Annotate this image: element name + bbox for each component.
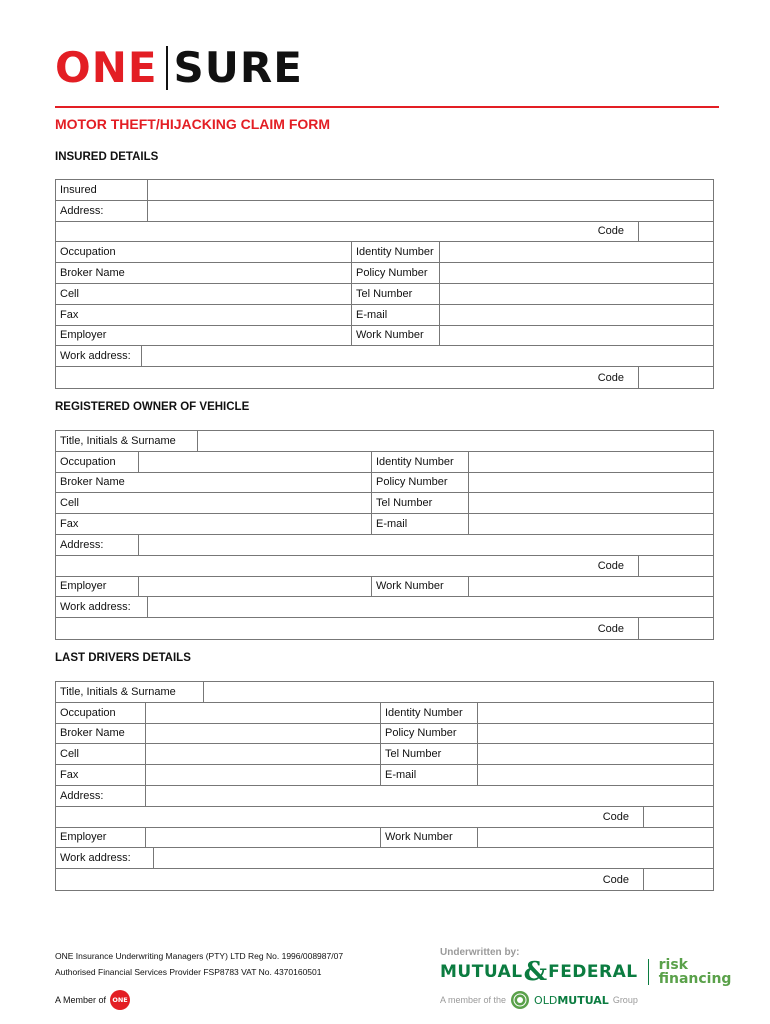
owner-work-address-line-2-input[interactable] <box>56 618 639 639</box>
owner-email-label: E-mail <box>372 514 469 534</box>
driver-occupation-label: Occupation <box>56 703 146 723</box>
logo-separator <box>648 959 649 985</box>
owner-occupation-input[interactable] <box>139 452 372 472</box>
work-address-label: Work address: <box>56 346 142 366</box>
driver-work-address-label: Work address: <box>56 848 154 868</box>
insured-input[interactable] <box>148 180 713 200</box>
email-label: E-mail <box>352 305 440 325</box>
owner-policy-number-label: Policy Number <box>372 473 469 493</box>
owner-work-number-input[interactable] <box>469 577 713 597</box>
table-row <box>56 452 713 473</box>
owner-work-code-input[interactable] <box>639 618 713 639</box>
driver-employer-label: Employer <box>56 828 146 848</box>
owner-name-label: Title, Initials & Surname <box>56 431 198 451</box>
mutual-word: MUTUAL <box>557 993 609 1007</box>
work-number-label: Work Number <box>352 326 440 346</box>
driver-broker-name-label: Broker Name <box>56 724 146 744</box>
driver-broker-name-input[interactable] <box>146 724 381 744</box>
driver-employer-input[interactable] <box>146 828 381 848</box>
table-row <box>56 201 713 222</box>
owner-address-input[interactable] <box>139 535 713 555</box>
table-row <box>56 807 713 828</box>
table-row <box>56 242 713 263</box>
logo-divider <box>166 46 168 90</box>
logo-sure-text: SURE <box>173 43 303 92</box>
driver-details-table <box>55 681 714 891</box>
code-label: Code <box>597 622 624 635</box>
table-row <box>56 682 713 703</box>
code-input[interactable] <box>639 222 713 242</box>
driver-address-label: Address: <box>56 786 146 806</box>
driver-tel-number-label: Tel Number <box>381 744 478 764</box>
owner-policy-number-input[interactable] <box>469 473 713 493</box>
tel-number-label: Tel Number <box>352 284 440 304</box>
table-row <box>56 535 713 556</box>
section-title-driver: LAST DRIVERS DETAILS <box>55 652 191 664</box>
driver-email-label: E-mail <box>381 765 478 785</box>
work-address-line-2-input[interactable] <box>56 367 639 388</box>
employer-label: Employer <box>56 326 352 346</box>
table-row <box>56 744 713 765</box>
table-row <box>56 346 713 367</box>
section-title-insured: INSURED DETAILS <box>55 151 159 163</box>
work-code-input[interactable] <box>639 367 713 388</box>
driver-policy-number-input[interactable] <box>478 724 713 744</box>
member-of-label: A Member of <box>55 995 107 1005</box>
owner-work-address-input[interactable] <box>148 597 713 617</box>
driver-address-line-2-input[interactable] <box>56 807 644 827</box>
table-row <box>56 326 713 347</box>
owner-identity-number-input[interactable] <box>469 452 713 472</box>
owner-email-input[interactable] <box>469 514 713 534</box>
footer-company-info <box>55 948 343 980</box>
policy-number-input[interactable] <box>440 263 713 283</box>
table-row <box>56 703 713 724</box>
driver-identity-number-label: Identity Number <box>381 703 478 723</box>
owner-identity-number-label: Identity Number <box>372 452 469 472</box>
driver-fax-input[interactable] <box>146 765 381 785</box>
table-row <box>56 284 713 305</box>
cell-label: Cell <box>56 284 352 304</box>
owner-details-table <box>55 430 714 640</box>
driver-work-address-input[interactable] <box>154 848 713 868</box>
footer-reg-line: ONE Insurance Underwriting Managers (PTY) LTD Reg No. 1996/008987/07 <box>55 951 344 961</box>
section-title-owner: REGISTERED OWNER OF VEHICLE <box>55 401 250 413</box>
table-row <box>56 577 713 598</box>
insured-label: Insured <box>56 180 148 200</box>
driver-identity-number-input[interactable] <box>478 703 713 723</box>
driver-fax-label: Fax <box>56 765 146 785</box>
policy-number-label: Policy Number <box>352 263 440 283</box>
owner-name-input[interactable] <box>198 431 713 451</box>
owner-employer-input[interactable] <box>139 577 372 597</box>
old-mutual-member <box>440 990 638 1010</box>
mutual-federal-logo <box>440 958 731 986</box>
table-row <box>56 618 713 639</box>
table-row <box>56 305 713 326</box>
driver-cell-label: Cell <box>56 744 146 764</box>
driver-name-label: Title, Initials & Surname <box>56 682 204 702</box>
owner-tel-number-label: Tel Number <box>372 493 469 513</box>
owner-employer-label: Employer <box>56 577 139 597</box>
mutual-text: MUTUAL <box>440 962 523 982</box>
owner-occupation-label: Occupation <box>56 452 139 472</box>
identity-number-input[interactable] <box>440 242 713 262</box>
table-row <box>56 367 713 388</box>
onesure-logo <box>55 43 303 92</box>
code-label: Code <box>597 225 624 238</box>
owner-work-number-label: Work Number <box>372 577 469 597</box>
table-row <box>56 473 713 494</box>
table-row <box>56 222 713 243</box>
owner-address-label: Address: <box>56 535 139 555</box>
driver-work-number-label: Work Number <box>381 828 478 848</box>
driver-work-number-input[interactable] <box>478 828 713 848</box>
address-label: Address: <box>56 201 148 221</box>
member-of-one <box>55 990 130 1010</box>
federal-text: FEDERAL <box>548 962 638 982</box>
group-label: Group <box>612 995 638 1005</box>
risk-financing-text <box>659 958 732 986</box>
driver-address-input[interactable] <box>146 786 713 806</box>
table-row <box>56 263 713 284</box>
table-row <box>56 493 713 514</box>
form-title: MOTOR THEFT/HIJACKING CLAIM FORM <box>55 116 331 132</box>
header-rule <box>55 106 719 108</box>
code-label: Code <box>597 371 624 384</box>
driver-name-input[interactable] <box>204 682 713 702</box>
table-row <box>56 724 713 745</box>
broker-name-label: Broker Name <box>56 263 352 283</box>
tel-number-input[interactable] <box>440 284 713 304</box>
table-row <box>56 765 713 786</box>
owner-address-line-2-input[interactable] <box>56 556 639 576</box>
old-word: OLD <box>534 993 558 1007</box>
ampersand: & <box>523 957 548 987</box>
owner-cell-label: Cell <box>56 493 372 513</box>
code-label: Code <box>602 873 629 886</box>
occupation-label: Occupation <box>56 242 352 262</box>
driver-occupation-input[interactable] <box>146 703 381 723</box>
code-label: Code <box>602 810 629 823</box>
driver-work-code-input[interactable] <box>644 869 713 890</box>
old-mutual-tree-icon <box>510 990 530 1010</box>
work-address-input[interactable] <box>142 346 713 366</box>
old-mutual-text <box>534 994 609 1007</box>
table-row <box>56 848 713 869</box>
address-line-2-input[interactable] <box>56 222 639 242</box>
driver-work-address-line-2-input[interactable] <box>56 869 644 890</box>
table-row <box>56 514 713 535</box>
fax-label: Fax <box>56 305 352 325</box>
table-row <box>56 869 713 890</box>
footer-fsp-line: Authorised Financial Services Provider FSP8783 VAT No. 4370160501 <box>55 967 322 977</box>
driver-email-input[interactable] <box>478 765 713 785</box>
driver-policy-number-label: Policy Number <box>381 724 478 744</box>
financing-word: financing <box>658 971 732 987</box>
table-row <box>56 786 713 807</box>
risk-word: risk <box>658 957 688 973</box>
underwritten-by-label: Underwritten by: <box>440 947 520 958</box>
table-row <box>56 431 713 452</box>
one-badge-icon: ONE <box>110 990 130 1010</box>
table-row <box>56 556 713 577</box>
owner-broker-name-label: Broker Name <box>56 473 372 493</box>
table-row <box>56 180 713 201</box>
driver-tel-number-input[interactable] <box>478 744 713 764</box>
driver-code-input[interactable] <box>644 807 713 827</box>
code-label: Code <box>597 559 624 572</box>
member-of-the-label: A member of the <box>440 995 507 1005</box>
owner-work-address-label: Work address: <box>56 597 148 617</box>
owner-fax-label: Fax <box>56 514 372 534</box>
insured-details-table <box>55 179 714 389</box>
table-row <box>56 597 713 618</box>
address-input[interactable] <box>148 201 713 221</box>
email-input[interactable] <box>440 305 713 325</box>
work-number-input[interactable] <box>440 326 713 346</box>
logo-one-text: ONE <box>55 43 158 92</box>
driver-cell-input[interactable] <box>146 744 381 764</box>
owner-tel-number-input[interactable] <box>469 493 713 513</box>
owner-code-input[interactable] <box>639 556 713 576</box>
identity-number-label: Identity Number <box>352 242 440 262</box>
table-row <box>56 828 713 849</box>
